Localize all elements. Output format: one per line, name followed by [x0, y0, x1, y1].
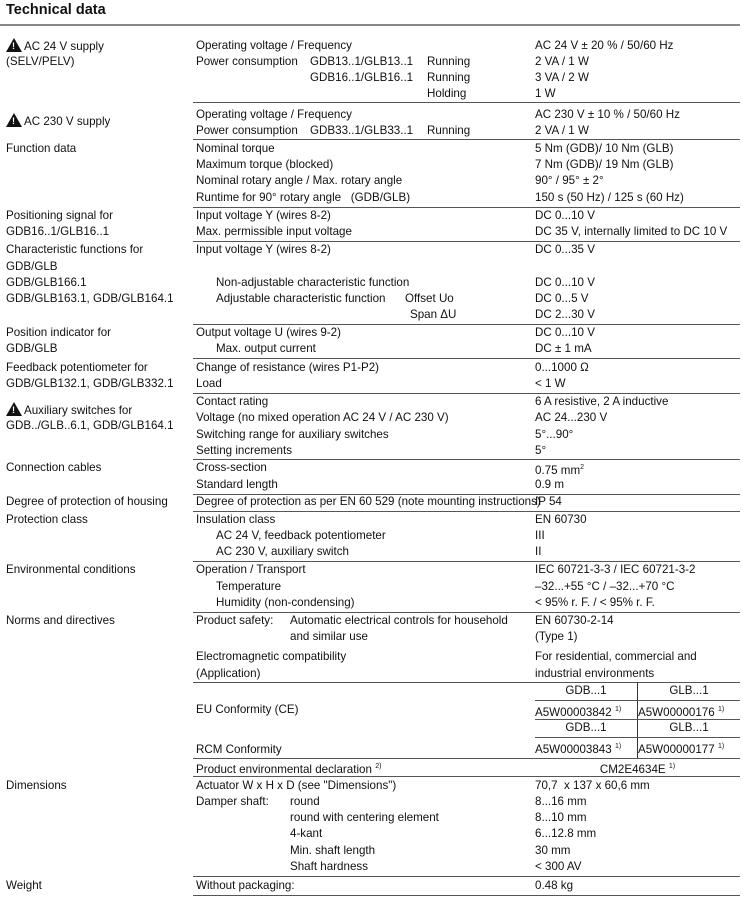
rcm-gdb-header: GDB...1 — [565, 721, 607, 734]
norms-emc-label1: Electromagnetic compatibility — [196, 650, 347, 663]
divider — [193, 561, 740, 562]
fb-label1: Feedback potentiometer for — [6, 361, 148, 374]
norms-ps-value2: (Type 1) — [535, 630, 578, 643]
pclass-a230-label: AC 230 V, auxiliary switch — [216, 545, 349, 558]
posind-out-label: Output voltage U (wires 9-2) — [196, 326, 341, 339]
cables-cs-label: Cross-section — [196, 461, 267, 474]
norms-ps-value1: EN 60730-2-14 — [535, 614, 614, 627]
env-temp-value: –32...+55 °C / –32...+70 °C — [535, 580, 675, 593]
aux-label1: !Auxiliary switches for — [6, 402, 132, 418]
aux-row-label: Switching range for auxiliary switches — [196, 428, 389, 441]
warning-icon — [6, 38, 22, 52]
rcm-gdb-value: A5W00003843 $^{1)}$ — [535, 743, 622, 756]
func-row-label: Nominal rotary angle / Max. rotary angle — [196, 174, 403, 187]
char-offset-label: Offset Uo — [405, 292, 454, 305]
eu-gdb-value: A5W00003842 $^{1)}$ — [535, 706, 622, 719]
ac230-op-value: AC 230 V ± 10 % / 50/60 Hz — [535, 108, 680, 121]
cables-cs-value: 0.75 $mm^2$ — [535, 464, 585, 477]
ac24-label: !AC 24 V supply — [6, 38, 104, 54]
char-adj-label: Adjustable characteristic function — [216, 292, 386, 305]
pclass-a230-value: II — [535, 545, 542, 558]
ac24-pc-label: Power consumption — [196, 55, 298, 68]
weight-value: 0.48 kg — [535, 879, 574, 892]
posind-out-value: DC 0...10 V — [535, 326, 595, 339]
dim-row-label: Min. shaft length — [290, 844, 376, 857]
pclass-label: Protection class — [6, 513, 88, 526]
posind-label2: GDB/GLB — [6, 342, 58, 355]
pclass-a24-value: III — [535, 529, 545, 542]
page-title: Technical data — [6, 2, 106, 18]
weight-text: Without packaging: — [196, 879, 295, 892]
pos-label2: GDB16..1/GLB16..1 — [6, 225, 110, 238]
pos-row-label: Max. permissible input voltage — [196, 225, 352, 238]
pclass-ins-label: Insulation class — [196, 513, 276, 526]
aux-row-value: AC 24...230 V — [535, 411, 608, 424]
ac24-label2: (SELV/PELV) — [6, 55, 75, 68]
ac230-model: GDB33..1/GLB33..1 — [310, 124, 414, 137]
func-row-label: Nominal torque — [196, 142, 275, 155]
dim-act-label: Actuator W x H x D (see "Dimensions") — [196, 779, 397, 792]
dim-label: Dimensions — [6, 779, 67, 792]
aux-row-label: Contact rating — [196, 395, 269, 408]
warning-icon — [6, 402, 22, 416]
ac24-value2: 3 VA / 2 W — [535, 71, 589, 84]
posind-label1: Position indicator for — [6, 326, 112, 339]
dim-row-value: < 300 AV — [535, 860, 582, 873]
char-input-label: Input voltage Y (wires 8-2) — [196, 243, 331, 256]
pclass-ins-value: EN 60730 — [535, 513, 587, 526]
norms-label: Norms and directives — [6, 614, 115, 627]
eu-glb-value: A5W00000176 $^{1)}$ — [638, 706, 725, 719]
char-nonadj-value: DC 0...10 V — [535, 276, 595, 289]
fb-row-value: < 1 W — [535, 377, 566, 390]
cables-label: Connection cables — [6, 461, 102, 474]
divider — [193, 139, 740, 140]
pos-row-label: Input voltage Y (wires 8-2) — [196, 209, 331, 222]
aux-row-label: Voltage (no mixed operation AC 24 V / AC 230 V) — [196, 411, 449, 424]
env-label: Environmental conditions — [6, 563, 136, 576]
char-span-value: DC 2...30 V — [535, 308, 595, 321]
divider — [193, 895, 740, 896]
pos-label1: Positioning signal for — [6, 209, 113, 222]
eu-glb-header: GLB...1 — [669, 684, 709, 697]
dim-row-value: 8...16 mm — [535, 795, 587, 808]
aux-row-value: 5° — [535, 444, 547, 457]
dim-row-value: 6...12.8 mm — [535, 827, 597, 840]
func-row-label: Runtime for 90° rotary angle (GDB/GLB) — [196, 191, 411, 204]
char-label2: GDB/GLB — [6, 260, 58, 273]
ac24-holding: Holding — [427, 87, 467, 100]
ip-text: Degree of protection as per EN 60 529 (note mounting instructions) — [196, 495, 541, 508]
divider — [193, 393, 740, 394]
dim-row-label: 4-kant — [290, 827, 323, 840]
char-label3: GDB/GLB166.1 — [6, 276, 87, 289]
norms-emc-value2: industrial environments — [535, 667, 655, 680]
divider — [193, 358, 740, 359]
fb-row-label: Load — [196, 377, 222, 390]
pos-row-value: DC 35 V, internally limited to DC 10 V — [535, 225, 728, 238]
aux-row-label: Setting increments — [196, 444, 293, 457]
divider — [193, 459, 740, 460]
cables-sl-label: Standard length — [196, 478, 278, 491]
divider — [193, 876, 740, 877]
dim-row-value: 8...10 mm — [535, 811, 587, 824]
divider — [193, 241, 740, 242]
cables-sl-value: 0.9 m — [535, 478, 564, 491]
posind-max-value: DC ± 1 mA — [535, 342, 592, 355]
norms-ps-text2: and similar use — [290, 630, 368, 643]
ac24-model2: GDB16..1/GLB16..1 — [310, 71, 414, 84]
env-hum-value: < 95% r. F. / < 95% r. F. — [535, 596, 655, 609]
ac230-value: 2 VA / 1 W — [535, 124, 589, 137]
weight-label: Weight — [6, 879, 42, 892]
aux-label2: GDB../GLB..6.1, GDB/GLB164.1 — [6, 419, 174, 432]
func-row-value: 5 Nm (GDB)/ 10 Nm (GLB) — [535, 142, 674, 155]
env-op-value: IEC 60721-3-3 / IEC 60721-3-2 — [535, 563, 696, 576]
env-op-label: Operation / Transport — [196, 563, 306, 576]
pos-row-value: DC 0...10 V — [535, 209, 595, 222]
dim-row-label: Shaft hardness — [290, 860, 368, 873]
divider — [193, 511, 740, 512]
env-hum-label: Humidity (non-condensing) — [216, 596, 355, 609]
dim-row-label: round — [290, 795, 320, 808]
ped-value: CM2E4634E $^{1)}$ — [599, 763, 676, 776]
divider — [193, 682, 740, 683]
aux-row-value: 6 A resistive, 2 A inductive — [535, 395, 669, 408]
divider — [535, 719, 740, 720]
char-span-label: Span ΔU — [410, 308, 457, 321]
ip-value: IP 54 — [535, 495, 562, 508]
ac24-op-label: Operating voltage / Frequency — [196, 39, 352, 52]
rcm-glb-header: GLB...1 — [669, 721, 709, 734]
fb-row-value: 0...1000 Ω — [535, 361, 589, 374]
char-input-value: DC 0...35 V — [535, 243, 595, 256]
divider — [193, 102, 740, 103]
divider — [535, 737, 740, 738]
char-offset-value: DC 0...5 V — [535, 292, 589, 305]
aux-row-value: 5°...90° — [535, 428, 574, 441]
posind-max-label: Max. output current — [216, 342, 316, 355]
divider — [193, 758, 740, 759]
ac24-value1: 2 VA / 1 W — [535, 55, 589, 68]
divider — [193, 612, 740, 613]
ac230-pc-label: Power consumption — [196, 124, 298, 137]
pclass-a24-label: AC 24 V, feedback potentiometer — [216, 529, 386, 542]
dim-row-value: 30 mm — [535, 844, 571, 857]
fb-label2: GDB/GLB132.1, GDB/GLB332.1 — [6, 377, 174, 390]
func-row-value: 7 Nm (GDB)/ 19 Nm (GLB) — [535, 158, 674, 171]
ped-label: Product environmental declaration $^{2)}$ — [196, 763, 382, 776]
fb-row-label: Change of resistance (wires P1-P2) — [196, 361, 380, 374]
eu-gdb-header: GDB...1 — [565, 684, 607, 697]
func-row-label: Maximum torque (blocked) — [196, 158, 334, 171]
ac24-holding-value: 1 W — [535, 87, 556, 100]
ac24-running2: Running — [427, 71, 471, 84]
dim-ds-label: Damper shaft: — [196, 795, 269, 808]
char-nonadj-label: Non-adjustable characteristic function — [216, 276, 410, 289]
dim-row-label: round with centering element — [290, 811, 439, 824]
ac24-running1: Running — [427, 55, 471, 68]
divider — [535, 700, 740, 701]
rcm-conformity-label: RCM Conformity — [196, 743, 282, 756]
divider — [193, 207, 740, 208]
ac230-label: !AC 230 V supply — [6, 113, 110, 129]
ac24-model1: GDB13..1/GLB13..1 — [310, 55, 414, 68]
divider — [193, 324, 740, 325]
dim-act-value: 70,7 x 137 x 60,6 mm — [535, 779, 650, 792]
eu-conformity-label: EU Conformity (CE) — [196, 703, 299, 716]
ac24-op-value: AC 24 V ± 20 % / 50/60 Hz — [535, 39, 674, 52]
norms-ps-label: Product safety: — [196, 614, 274, 627]
title-rule — [0, 24, 740, 26]
func-label: Function data — [6, 142, 77, 155]
rcm-glb-value: A5W00000177 $^{1)}$ — [638, 743, 725, 756]
env-temp-label: Temperature — [216, 580, 282, 593]
func-row-value: 90° / 95° ± 2° — [535, 174, 604, 187]
char-label4: GDB/GLB163.1, GDB/GLB164.1 — [6, 292, 174, 305]
norms-emc-value1: For residential, commercial and — [535, 650, 697, 663]
norms-ps-text1: Automatic electrical controls for household — [290, 614, 508, 627]
warning-icon — [6, 113, 22, 127]
char-label1: Characteristic functions for — [6, 243, 144, 256]
ac230-op-label: Operating voltage / Frequency — [196, 108, 352, 121]
norms-emc-label2: (Application) — [196, 667, 261, 680]
func-row-value: 150 s (50 Hz) / 125 s (60 Hz) — [535, 191, 684, 204]
ip-label: Degree of protection of housing — [6, 495, 168, 508]
divider — [193, 776, 740, 777]
ac230-running: Running — [427, 124, 471, 137]
